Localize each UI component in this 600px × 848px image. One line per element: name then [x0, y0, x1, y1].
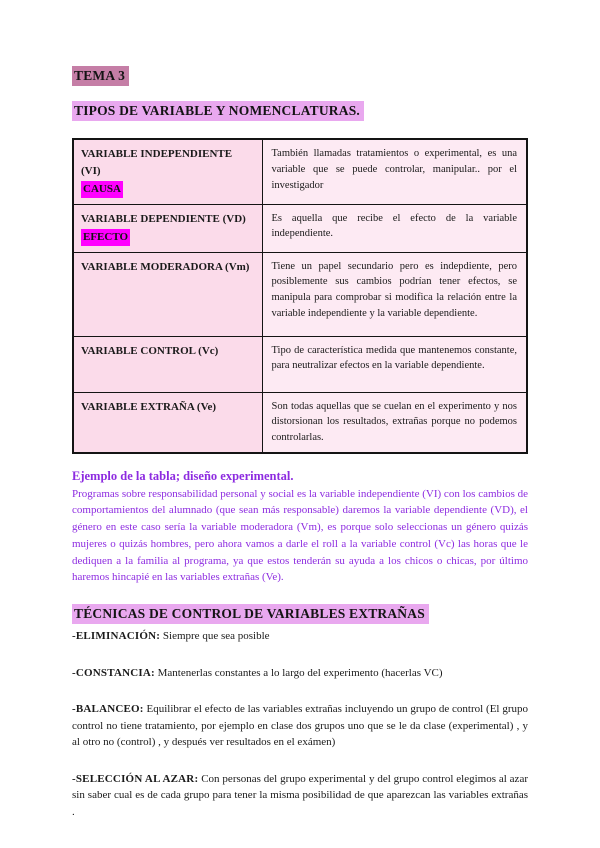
technique-item-eliminacion	[72, 628, 528, 645]
techniques-heading: TÉCNICAS DE CONTROL DE VARIABLES EXTRAÑAS	[72, 604, 429, 624]
variable-name: VARIABLE INDEPENDIENTE (VI)	[81, 148, 233, 177]
variables-table	[72, 138, 528, 454]
variable-label-cell	[73, 204, 262, 252]
variable-label-cell	[73, 252, 262, 336]
variable-name: VARIABLE MODERADORA (Vm)	[81, 260, 250, 273]
table-row	[73, 252, 527, 336]
technique-term: -ELIMINACIÓN:	[72, 630, 161, 643]
variable-label-cell	[73, 392, 262, 453]
technique-definition: Siempre que sea posible	[160, 630, 270, 643]
technique-definition: Con personas del grupo experimental y del grupo control elegimos al azar sin saber cual es de cada grupo para tener la misma posibilidad de que aparezcan las variables extrañas .	[72, 772, 528, 818]
variable-description-cell: También llamadas tratamientos o experimental, es una variable que se puede controlar, manipular.. por el investigador	[262, 139, 527, 204]
variable-name: VARIABLE EXTRAÑA (Ve)	[81, 400, 217, 413]
techniques-heading-line	[72, 604, 528, 624]
example-paragraph: Programas sobre responsabilidad personal y social es la variable independiente (VI) con los cambios de comportamientos del alumnado (que sean más responsable) daremos la variable dependiente (VD), el género en este caso sería la variable moderadora (Vm), es porque solo seleccionas un género quizás mujeres o quizás hombres, pero ahora vamos a darle el roll a la variable control (Vc) las horas que le dediquen a la familia al programa, ya que estos tenderán su ayuda a los chicos o chicas, por último haremos hincapié en las variables extrañas (Ve).	[72, 487, 528, 584]
variable-description-cell: Tiene un papel secundario pero es indepdiente, pero posiblemente sus cambios podrían tener efectos, se manipula para comprobar si modifica la relación entre la variable independiente y la variable dependiente.	[262, 252, 527, 336]
example-heading: Ejemplo de la tabla; diseño experimental.	[72, 468, 294, 483]
technique-term: -BALANCEO:	[72, 703, 144, 716]
variable-description-cell: Tipo de característica medida que mantenemos constante, para neutralizar efectos en la variable dependiente.	[262, 336, 527, 392]
table-row	[73, 204, 527, 252]
variable-label-cell	[73, 336, 262, 392]
variable-tag-causa: CAUSA	[81, 181, 123, 198]
technique-item-balanceo	[72, 701, 528, 751]
variable-name: VARIABLE CONTROL (Vc)	[81, 344, 219, 357]
variable-description-cell: Es aquella que recibe el efecto de la variable independiente.	[262, 204, 527, 252]
variable-tag-efecto: EFECTO	[81, 229, 130, 246]
technique-term: -SELECCIÓN AL AZAR:	[72, 772, 199, 785]
technique-item-constancia	[72, 665, 528, 682]
technique-definition: Mantenerlas constantes a lo largo del experimento (hacerlas VC)	[154, 666, 443, 679]
table-row	[73, 336, 527, 392]
technique-item-seleccion-al-azar	[72, 771, 528, 821]
variable-label-cell	[73, 139, 262, 204]
technique-term: -CONSTANCIA:	[72, 666, 155, 679]
table-row	[73, 139, 527, 204]
title-line	[72, 66, 528, 86]
variable-description-cell: Son todas aquellas que se cuelan en el experimento y nos distorsionan los resultados, extrañas porque no podemos controlarlas.	[262, 392, 527, 453]
subtitle-line	[72, 101, 528, 121]
page-subtitle: TIPOS DE VARIABLE Y NOMENCLATURAS.	[72, 101, 364, 121]
page-title: TEMA 3	[72, 66, 129, 86]
technique-definition: Equilibrar el efecto de las variables extrañas incluyendo un grupo de control (El grupo control no tiene tratamiento, por ejemplo en clase dos grupos uno que se le da clase (experimental) , y al otro no (control) , y después ver resultados en el exámen)	[72, 703, 528, 749]
variable-name: VARIABLE DEPENDIENTE (VD)	[81, 212, 246, 225]
table-row	[73, 392, 527, 453]
